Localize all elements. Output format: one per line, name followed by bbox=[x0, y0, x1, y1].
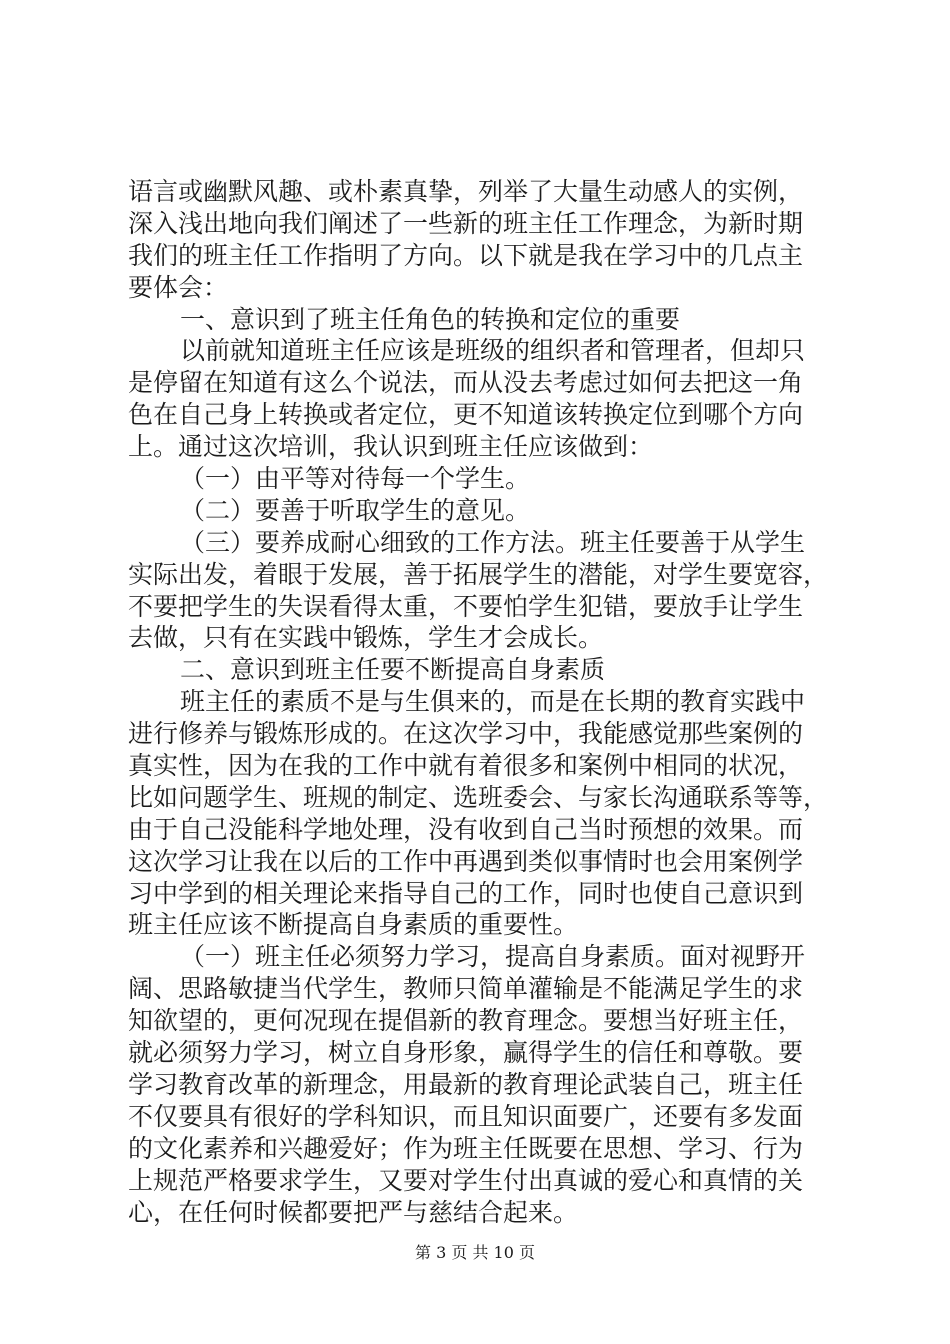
text-line: 知欲望的，更何况现在提倡新的教育理念。要想当好班主任， bbox=[128, 1006, 804, 1036]
text-line: （一）班主任必须努力学习，提高自身素质。面对视野开 bbox=[180, 942, 806, 972]
text-line: 一、意识到了班主任角色的转换和定位的重要 bbox=[180, 304, 681, 334]
text-line: 就必须努力学习，树立自身形象，赢得学生的信任和尊敬。要 bbox=[128, 1038, 804, 1068]
text-line: 语言或幽默风趣、或朴素真挚，列举了大量生动感人的实例， bbox=[128, 177, 804, 206]
text-line: 要体会： bbox=[128, 272, 229, 302]
text-line: 上。通过这次培训，我认识到班主任应该做到： bbox=[128, 432, 654, 462]
text-line: 是停留在知道有这么个说法，而从没去考虑过如何去把这一角 bbox=[128, 368, 804, 398]
text-line: 这次学习让我在以后的工作中再遇到类似事情时也会用案例学 bbox=[128, 846, 804, 876]
text-line: 心，在任何时候都要把严与慈结合起来。 bbox=[128, 1197, 579, 1227]
text-line: 色在自己身上转换或者定位，更不知道该转换定位到哪个方向 bbox=[128, 400, 804, 430]
text-line: 班主任应该不断提高自身素质的重要性。 bbox=[128, 910, 579, 940]
document-body bbox=[128, 176, 828, 1228]
text-line: 班主任的素质不是与生俱来的，而是在长期的教育实践中 bbox=[180, 687, 806, 717]
page-number-footer: 第 3 页 共 10 页 bbox=[415, 1243, 535, 1262]
text-line: 二、意识到班主任要不断提高自身素质 bbox=[180, 655, 606, 685]
text-line: 学习教育改革的新理念，用最新的教育理论武装自己，班主任 bbox=[128, 1069, 804, 1099]
text-line: 不仅要具有很好的学科知识，而且知识面要广，还要有多发面 bbox=[128, 1101, 804, 1131]
text-line: 习中学到的相关理论来指导自己的工作，同时也使自己意识到 bbox=[128, 878, 804, 908]
text-line: （三）要养成耐心细致的工作方法。班主任要善于从学生 bbox=[180, 527, 806, 557]
text-line: 不要把学生的失误看得太重，不要怕学生犯错，要放手让学生 bbox=[128, 591, 804, 621]
text-line: 比如问题学生、班规的制定、选班委会、与家长沟通联系等等， bbox=[128, 782, 829, 812]
text-line: 我们的班主任工作指明了方向。以下就是我在学习中的几点主 bbox=[128, 240, 804, 270]
text-line: 的文化素养和兴趣爱好；作为班主任既要在思想、学习、行为 bbox=[128, 1133, 804, 1163]
text-line: （二）要善于听取学生的意见。 bbox=[180, 495, 531, 525]
text-line: （一）由平等对待每一个学生。 bbox=[180, 464, 531, 494]
text-line: 由于自己没能科学地处理，没有收到自己当时预想的效果。而 bbox=[128, 814, 804, 844]
text-line: 实际出发，着眼于发展，善于拓展学生的潜能，对学生要宽容， bbox=[128, 559, 829, 589]
text-line: 真实性，因为在我的工作中就有着很多和案例中相同的状况， bbox=[128, 751, 804, 781]
text-line: 深入浅出地向我们阐述了一些新的班主任工作理念，为新时期 bbox=[128, 208, 804, 238]
text-line: 去做，只有在实践中锻炼，学生才会成长。 bbox=[128, 623, 604, 653]
text-line: 以前就知道班主任应该是班级的组织者和管理者，但却只 bbox=[180, 336, 806, 366]
text-line: 上规范严格要求学生，又要对学生付出真诚的爱心和真情的关 bbox=[128, 1165, 804, 1195]
text-line: 进行修养与锻炼形成的。在这次学习中，我能感觉那些案例的 bbox=[128, 719, 804, 749]
text-line: 阔、思路敏捷当代学生，教师只简单灌输是不能满足学生的求 bbox=[128, 974, 804, 1004]
